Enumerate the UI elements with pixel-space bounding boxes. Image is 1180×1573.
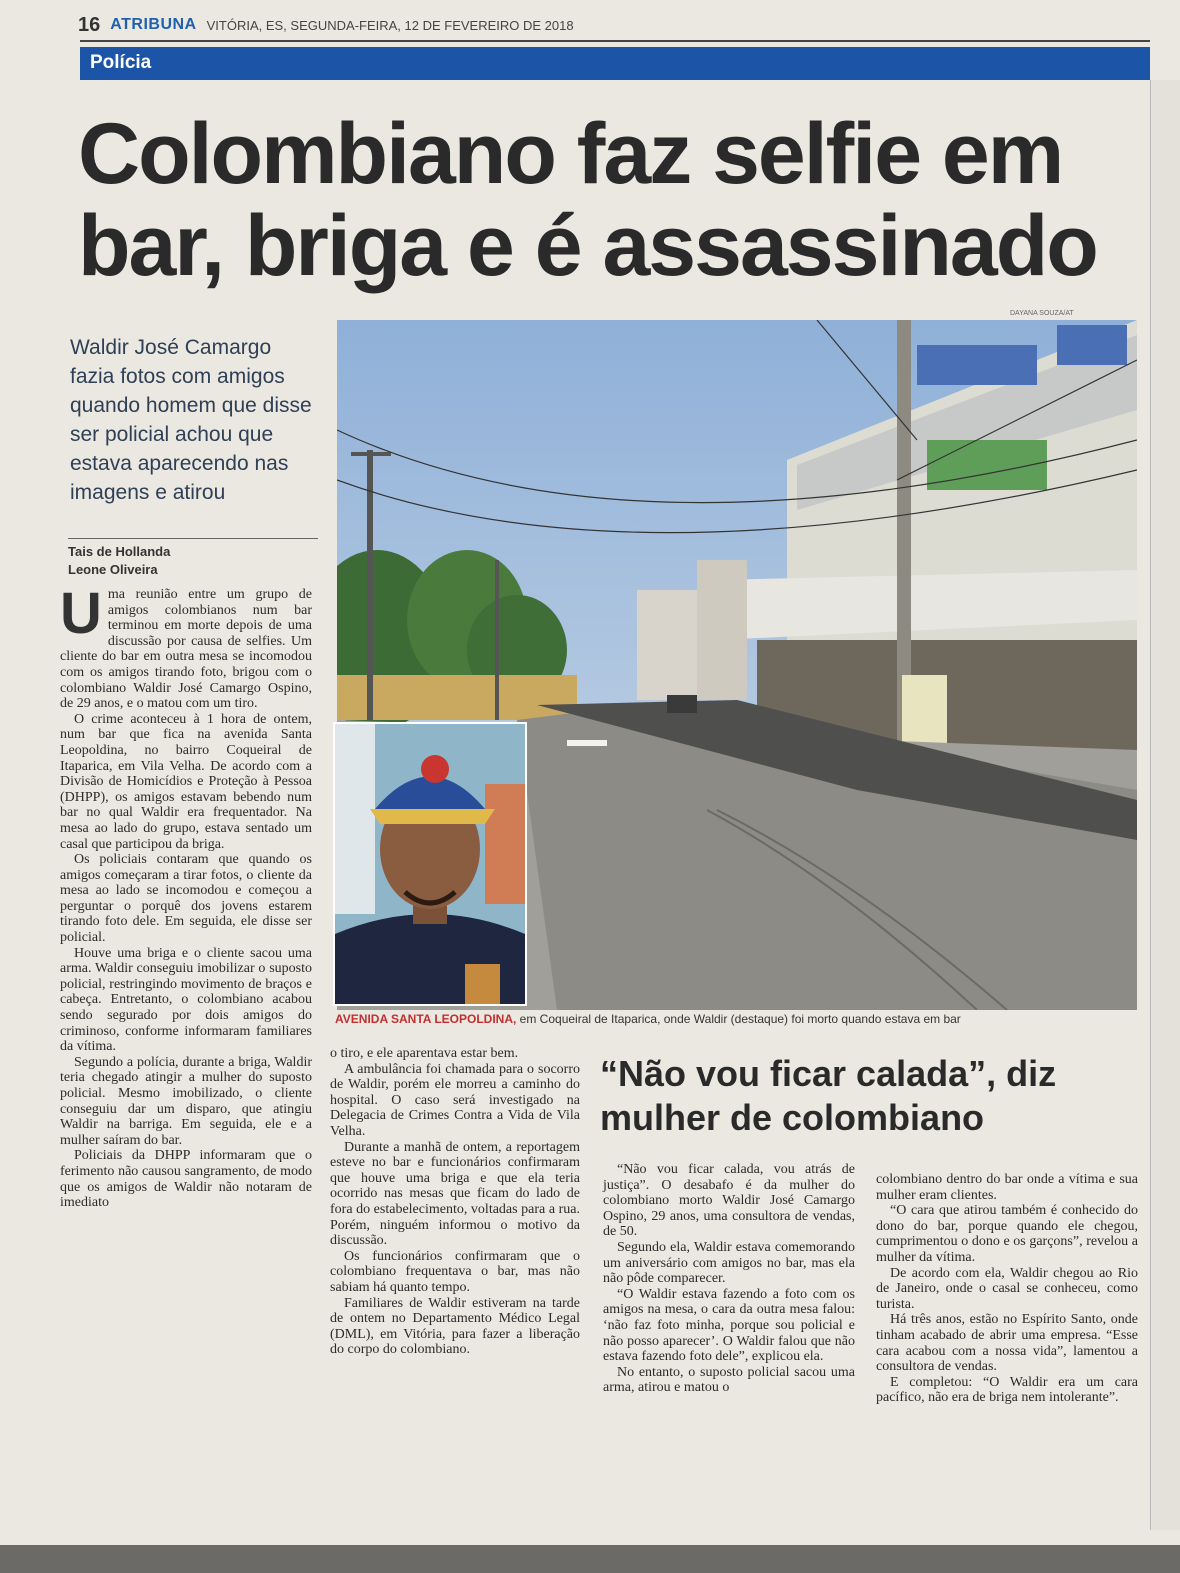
body-paragraph: “Não vou ficar calada, vou atrás de justiça”. O desabafo é da mulher do colombiano morto Waldir José Camargo Ospino, 29 anos, uma consultora de vendas, de 50. — [603, 1162, 855, 1240]
body-paragraph: O crime aconteceu à 1 hora de ontem, num bar que fica na avenida Santa Leopoldina, no bairro Coqueiral de Itaparica, em Vila Velha. De acordo com a Divisão de Homicídios e Proteção à Pessoa (DHPP), os amigos estavam bebendo num bar no qual Waldir era frequentador. Na mesa ao lado do grupo, estava sentado um casal que participou da briga. — [60, 711, 312, 852]
section-bar — [80, 47, 1150, 80]
page-header — [78, 10, 1118, 40]
body-paragraph: Familiares de Waldir estiveram na tarde de ontem no Departamento Médico Legal (DML), em Vitória, para fazer a liberação do corpo do colombiano. — [330, 1295, 580, 1358]
header-rule — [80, 40, 1150, 42]
body-paragraph: E completou: “O Waldir era um cara pacífico, não era de briga nem intolerante”. — [876, 1374, 1138, 1406]
sidebar-headline: “Não vou ficar calada”, diz mulher de colombiano — [600, 1053, 1057, 1138]
body-paragraph: Os policiais contaram que quando os amigos começaram a tirar fotos, o cliente da mesa ao lado se incomodou e começou a perguntar o porquê dos jovens estarem tirando foto dele. Em seguida, ele disse ser policial. — [60, 852, 312, 946]
dateline: VITÓRIA, ES, SEGUNDA-FEIRA, 12 DE FEVEREIRO DE 2018 — [206, 17, 574, 33]
caption-lead: AVENIDA SANTA LEOPOLDINA, — [335, 1012, 517, 1026]
page-number: 16 — [78, 13, 101, 36]
article-column-2 — [330, 1046, 580, 1358]
deck-subtitle: Waldir José Camargo fazia fotos com amigos quando homem que disse ser policial achou que estava aparecendo nas imagens e atirou — [70, 336, 312, 504]
author-name: Tais de Hollanda — [68, 544, 171, 559]
body-paragraph: Há três anos, estão no Espírito Santo, onde tinham acabado de abrir uma empresa. “Esse cara acabou com a nossa vida”, lamentou a consultora de vendas. — [876, 1312, 1138, 1375]
drop-cap: U — [60, 581, 102, 646]
body-paragraph: Durante a manhã de ontem, a reportagem esteve no bar e funcionários confirmaram que houve uma briga e que ela teria ocorrido nas mesas que ficam do lado de fora do estabelecimento, voltadas para a rua. Porém, ninguém informou o motivo da discussão. — [330, 1139, 580, 1249]
body-paragraph: Houve uma briga e o cliente sacou uma arma. Waldir conseguiu imobilizar o suposto policial, restringindo movimento de braços e cabeça. Entretanto, o colombiano acabou sendo segurado por dois amigos do criminoso, conforme informaram familiares da vítima. — [60, 945, 312, 1055]
headline: Colombiano faz selfie em bar, briga e é assassinado — [78, 106, 1097, 294]
sidebar-column-1 — [603, 1162, 855, 1396]
article-column-1 — [60, 581, 312, 1211]
body-paragraph: De acordo com ela, Waldir chegou ao Rio de Janeiro, onde o casal se conheceu, como turista. — [876, 1265, 1138, 1312]
section-label: Polícia — [90, 52, 152, 73]
body-paragraph: colombiano dentro do bar onde a vítima e sua mulher eram clientes. — [876, 1172, 1138, 1203]
newspaper-brand: ATRIBUNA — [110, 16, 197, 33]
body-paragraph: No entanto, o suposto policial sacou uma arma, atirou e matou o — [603, 1364, 855, 1396]
photo-credit: DAYANA SOUZA/AT — [1010, 310, 1074, 317]
adjacent-page-edge — [1150, 80, 1180, 1530]
footer-strip — [0, 1545, 1180, 1573]
body-paragraph: “O Waldir estava fazendo a foto com os amigos na mesa, o cara da outra mesa falou: ‘não faz foto minha, porque sou policial e não posso aparecer’. O Waldir falou que não estava fazendo foto dele”, explicou ela. — [603, 1286, 855, 1365]
author-name: Leone Oliveira — [68, 562, 158, 577]
body-paragraph: o tiro, e ele aparentava estar bem. — [330, 1046, 519, 1061]
body-paragraph: Os funcionários confirmaram que o colombiano frequentava o bar, mas não sabiam há quanto tempo. — [330, 1248, 580, 1295]
body-paragraph: “O cara que atirou também é conhecido do dono do bar, porque quando ele chegou, cumprimentou o dono e os garçons”, revelou a mulher da vítima. — [876, 1203, 1138, 1265]
byline — [68, 538, 318, 579]
body-paragraph: A ambulância foi chamada para o socorro de Waldir, porém ele morreu a caminho do hospital. O caso será investigado na Delegacia de Crimes Contra a Vida de Vila Velha. — [330, 1061, 580, 1139]
victim-portrait — [333, 722, 527, 1006]
body-paragraph: Segundo a polícia, durante a briga, Waldir teria chegado atingir a mulher do suposto policial. Mesmo imobilizado, o cliente conseguiu dar um disparo, que atingiu Waldir na barriga. Em seguida, ele e a mulher saíram do bar. — [60, 1054, 312, 1148]
portrait-illustration — [335, 724, 525, 1004]
sidebar-column-2 — [876, 1172, 1138, 1406]
caption-text: em Coqueiral de Itaparica, onde Waldir (destaque) foi morto quando estava em bar — [516, 1012, 961, 1026]
photo-caption — [335, 1012, 1135, 1026]
body-paragraph: Segundo ela, Waldir estava comemorando um aniversário com amigos no bar, mas ela não pôde comparecer. — [603, 1239, 855, 1287]
body-paragraph: Policiais da DHPP informaram que o ferimento não causou sangramento, de modo que os amigos de Waldir não notaram de imediato — [60, 1148, 312, 1211]
body-paragraph: Uma reunião entre um grupo de amigos colombianos num bar terminou em morte depois de uma discussão por causa de selfies. Um cliente do bar em outra mesa se incomodou com os amigos tirando foto, brigou com o colombiano Waldir José Camargo Ospino, de 29 anos, e o matou com um tiro. — [60, 581, 312, 712]
